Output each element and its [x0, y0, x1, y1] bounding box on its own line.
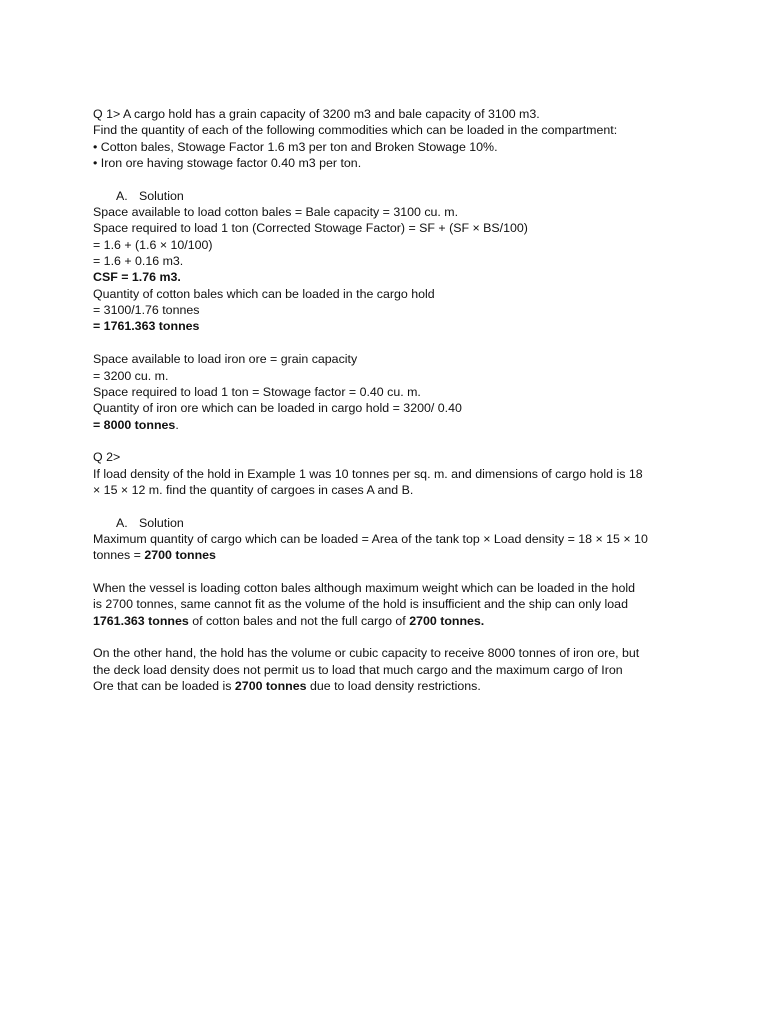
q2-text-line: If load density of the hold in Example 1 was 10 tonnes per sq. m. and dimensions of cargo hold is 18 [93, 466, 643, 481]
q2-title: Q 2> [93, 450, 121, 465]
solution1-line: = 1.6 + (1.6 × 10/100) [93, 237, 213, 252]
spacer [93, 433, 683, 449]
paragraph-line: When the vessel is loading cotton bales although maximum weight which can be loaded in the hold [93, 580, 636, 595]
q2-text-line: × 15 × 12 m. find the quantity of cargoes in cases A and B. [93, 482, 414, 497]
solution2-line: Maximum quantity of cargo which can be loaded = Area of the tank top × Load density = 18 × 15 × 10 [93, 531, 648, 546]
solution1-line: Quantity of iron ore which can be loaded in cargo hold = 3200/ 0.40 [93, 401, 462, 416]
q1-bullet-iron: • Iron ore having stowage factor 0.40 m3 per ton. [93, 156, 362, 171]
cotton-result: = 1761.363 tonnes [93, 319, 200, 334]
solution-label: Solution [139, 515, 184, 530]
paragraph-line: the deck load density does not permit us to load that much cargo and the maximum cargo of Iron [93, 662, 623, 677]
solution1-line: = 3100/1.76 tonnes [93, 303, 200, 318]
spacer [93, 171, 683, 187]
solution2-heading [93, 515, 683, 531]
solution1-line: Quantity of cotton bales which can be loaded in the cargo hold [93, 286, 435, 301]
solution1-line: Space available to load iron ore = grain capacity [93, 352, 358, 367]
spacer [93, 564, 683, 580]
q1-bullet-cotton: • Cotton bales, Stowage Factor 1.6 m3 per ton and Broken Stowage 10%. [93, 139, 498, 154]
csf-result: CSF = 1.76 m3. [93, 270, 181, 285]
solution1-line: Space available to load cotton bales = Bale capacity = 3100 cu. m. [93, 205, 459, 220]
spacer [93, 335, 683, 351]
paragraph-line: is 2700 tonnes, same cannot fit as the volume of the hold is insufficient and the ship can only load [93, 597, 628, 612]
iron-ore-result: = 8000 tonnes. [93, 417, 179, 432]
spacer [93, 629, 683, 645]
spacer [93, 498, 683, 514]
solution1-line: = 3200 cu. m. [93, 368, 169, 383]
q1-question: Find the quantity of each of the following commodities which can be loaded in the compartment: [93, 123, 618, 138]
solution-label: Solution [139, 188, 184, 203]
paragraph-line: On the other hand, the hold has the volume or cubic capacity to receive 8000 tonnes of iron ore, but [93, 646, 640, 661]
solution1-line: Space required to load 1 ton (Corrected Stowage Factor) = SF + (SF × BS/100) [93, 221, 528, 236]
solution1-line: = 1.6 + 0.16 m3. [93, 254, 184, 269]
solution1-heading [93, 188, 683, 204]
list-marker: A. [116, 515, 128, 530]
list-marker: A. [116, 188, 128, 203]
paragraph-line: Ore that can be loaded is 2700 tonnes due to load density restrictions. [93, 679, 481, 694]
max-cargo-result: tonnes = 2700 tonnes [93, 548, 216, 563]
document-page [93, 106, 683, 694]
solution1-line: Space required to load 1 ton = Stowage factor = 0.40 cu. m. [93, 384, 421, 399]
q1-title: Q 1> A cargo hold has a grain capacity of 3200 m3 and bale capacity of 3100 m3. [93, 107, 540, 121]
paragraph-line: 1761.363 tonnes of cotton bales and not the full cargo of 2700 tonnes. [93, 613, 485, 628]
